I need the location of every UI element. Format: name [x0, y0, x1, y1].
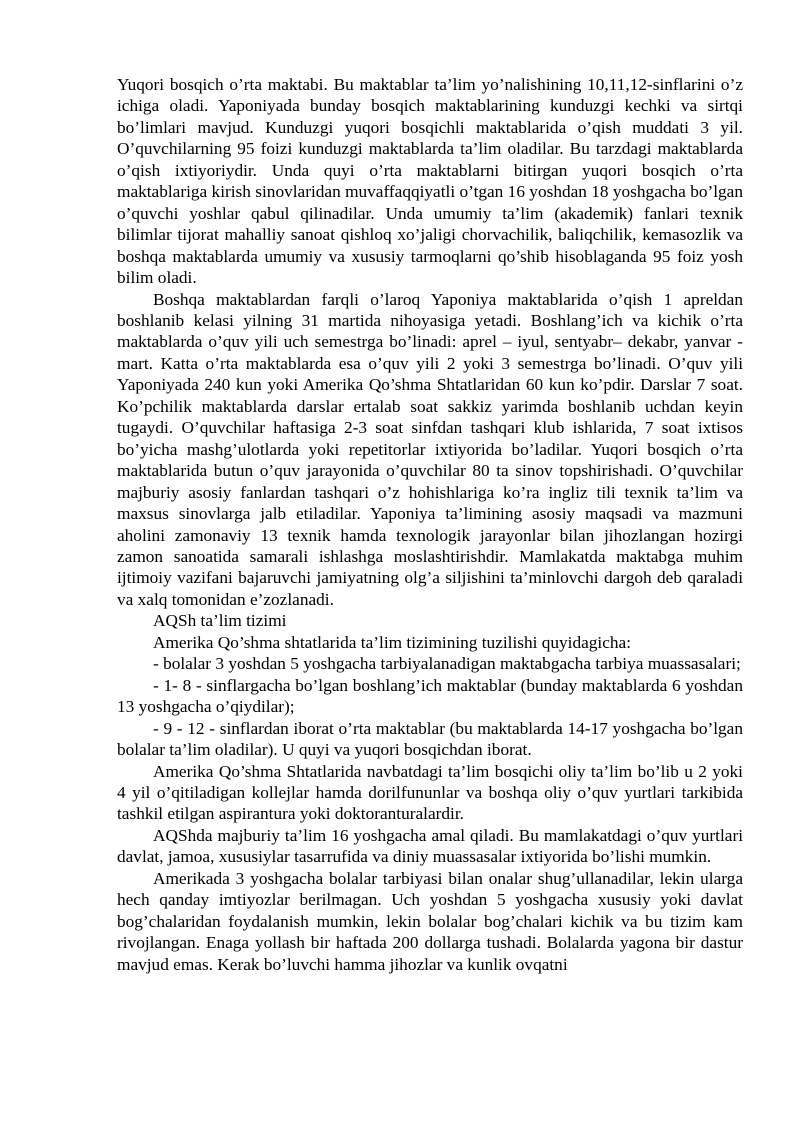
paragraph-school-year: Boshqa maktablardan farqli o’laroq Yaponiya maktablarida o’qish 1 apreldan boshlanib kelasi yilning 31 martida nihoyasiga yetadi. Boshlang’ich va kichik o’rta maktablarda o’quv yili uch semestrga bo’linadi: aprel – iyul, sentyabr– dekabr, yanvar - mart. Katta o’rta maktablarda esa o’quv yili 2 yoki 3 semestrga bo’linadi. O’quv yili Yaponiyada 240 kun yoki Amerika Qo’shma Shtatlaridan 60 kun ko’pdir. Darslar 7 soat. Ko’pchilik maktablarda darslar ertalab soat sakkiz yarimda boshlanib uchdan keyin tugaydi. O’quvchilar haftasiga 2-3 soat sinfdan tashqari klub ishlarida, 7 soat ixtisos bo’yicha mashg’ulotlarda yoki repetitorlar ixtiyorida bo’ladilar. Yuqori bosqich o’rta maktablarida butun o’quv jarayonida o’quvchilar 80 ta sinov topshirishadi. O’quvchilar majburiy asosiy fanlardan tashqari o’z hohishlariga ko’ra ingliz tili texnik ta’lim va maxsus sinovlarga jalb etiladilar. Yaponiya ta’limining asosiy maqsadi va mazmuni aholini zamonaviy 13 texnik hamda texnologik jarayonlar bilan jihozlangan hozirgi zamon sanoatida samarali ishlashga moslashtirishdir. Mamlakatda maktabga muhim ijtimoiy vazifani bajaruvchi jamiyatning olg’a siljishini ta’minlovchi dargoh deb qaraladi va xalq tomonidan e’zozlanadi. — [117, 289, 743, 609]
document-page — [117, 74, 743, 975]
paragraph-upper-secondary: Yuqori bosqich o’rta maktabi. Bu maktablar ta’lim yo’nalishining 10,11,12-sinflarini o’z ichiga oladi. Yaponiyada bunday bosqich maktablarining kunduzgi kechki va sirtqi bo’limlari mavjud. Kunduzgi yuqori bosqichli maktablarida o’qish muddati 3 yil. O’quvchilarning 95 foizi kunduzgi maktablarda ta’lim oladilar. Bu tarzdagi maktablarda o’qish ixtiyoriydir. Unda quyi o’rta maktablarni bitirgan yuqori bosqich o’rta maktablariga kirish sinovlaridan muvaffaqqiyatli o’tgan 16 yoshdan 18 yoshgacha bo’lgan o’quvchi yoshlar qabul qilinadilar. Unda umumiy ta’lim (akademik) fanlari texnik bilimlar tijorat mahalliy sanoat qishloq xo’jaligi chorvachilik, baliqchilik, kemasozlik va boshqa maktablarda umumiy va xususiy tarmoqlarni qo’shib hisoblaganda 95 foiz yosh bilim oladi. — [117, 75, 743, 288]
section-heading-usa: AQSh ta’lim tizimi — [153, 611, 287, 631]
paragraph-usa-structure-intro: Amerika Qo’shma shtatlarida ta’lim tizimining tuzilishi quyidagicha: — [153, 632, 632, 652]
paragraph-compulsory-education: AQShda majburiy ta’lim 16 yoshgacha amal qiladi. Bu mamlakatdagi o’quv yurtlari davlat, jamoa, xususiylar tasarrufida va diniy muassasalar ixtiyorida bo’lishi mumkin. — [117, 825, 743, 867]
list-item-secondary: - 9 - 12 - sinflardan iborat o’rta maktablar (bu maktablarda 14-17 yoshgacha bo’lgan bolalar ta’lim oladilar). U quyi va yuqori bosqichdan iborat. — [117, 718, 743, 760]
list-item-primary: - 1- 8 - sinflargacha bo’lgan boshlang’ich maktablar (bunday maktablarda 6 yoshdan 13 yoshgacha o’qiydilar); — [117, 675, 743, 717]
paragraph-early-childhood: Amerikada 3 yoshgacha bolalar tarbiyasi bilan onalar shug’ullanadilar, lekin ularga hech qanday imtiyozlar berilmagan. Uch yoshdan 5 yoshgacha xususiy yoki davlat bog’chalaridan foydalanish mumkin, lekin bolalar bog’chalari kichik va bu tizim kam rivojlangan. Enaga yollash bir haftada 200 dollarga tushadi. Bolalarda yagona bir dastur mavjud emas. Kerak bo’luvchi hamma jihozlar va kunlik ovqatni — [117, 868, 743, 974]
list-item-preschool: - bolalar 3 yoshdan 5 yoshgacha tarbiyalanadigan maktabgacha tarbiya muassasalari; — [153, 654, 741, 674]
paragraph-higher-education: Amerika Qo’shma Shtatlarida navbatdagi ta’lim bosqichi oliy ta’lim bo’lib u 2 yoki 4 yil o’qitiladigan kollejlar hamda dorilfununlar va boshqa oliy o’quv yurtlari tarkibida tashkil etilgan aspirantura yoki doktoranturalardir. — [117, 761, 743, 824]
